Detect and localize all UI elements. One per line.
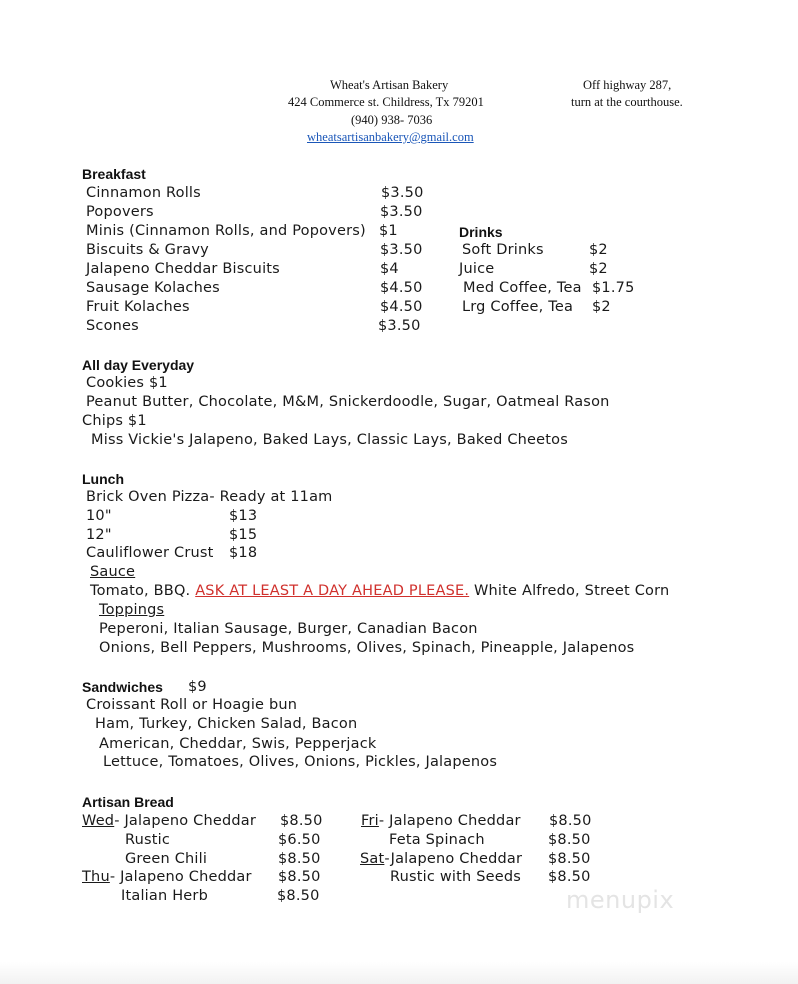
toppings-line-1: Peperoni, Italian Sausage, Burger, Canadian Bacon bbox=[99, 621, 478, 637]
bread-day-thu bbox=[82, 869, 252, 885]
menu-item-name: Biscuits & Gravy bbox=[86, 242, 209, 258]
sauce-label: Sauce bbox=[90, 564, 136, 580]
menu-item-price: $1 bbox=[379, 223, 398, 239]
bread-item-price: $8.50 bbox=[278, 851, 321, 867]
menu-item-name: Fruit Kolaches bbox=[86, 299, 190, 315]
menu-item-name: Scones bbox=[86, 318, 139, 334]
lunch-heading: Lunch bbox=[82, 471, 124, 487]
sauce-options-pre: Tomato, BBQ. bbox=[90, 583, 191, 599]
cookie-flavors: Peanut Butter, Chocolate, M&M, Snickerdoodle, Sugar, Oatmeal Rason bbox=[86, 394, 610, 410]
bread-day-label: Fri bbox=[361, 813, 379, 829]
sandwiches-heading: Sandwiches bbox=[82, 679, 163, 695]
bread-day-label: Thu bbox=[82, 869, 110, 885]
bread-item-name: Rustic with Seeds bbox=[390, 869, 522, 885]
menu-item-name: Cinnamon Rolls bbox=[86, 185, 201, 201]
bakery-phone: (940) 938- 7036 bbox=[351, 113, 433, 127]
menu-item-price: $4 bbox=[380, 261, 399, 277]
drink-item-name: Juice bbox=[459, 261, 495, 277]
sandwich-cheeses-line: American, Cheddar, Swis, Pepperjack bbox=[99, 736, 377, 752]
drink-item-price: $2 bbox=[592, 299, 611, 315]
bread-day-sat bbox=[360, 851, 522, 867]
menu-item-name: Sausage Kolaches bbox=[86, 280, 220, 296]
sauce-advance-notice: ASK AT LEAST A DAY AHEAD PLEASE. bbox=[195, 583, 470, 599]
menu-item-price: $4.50 bbox=[380, 280, 423, 296]
directions-line-1: Off highway 287, bbox=[583, 78, 672, 92]
sandwiches-price: $9 bbox=[188, 679, 207, 695]
bread-item-name: - Jalapeno Cheddar bbox=[109, 869, 252, 885]
bread-item-price: $8.50 bbox=[280, 813, 323, 829]
drink-item-price: $2 bbox=[589, 261, 608, 277]
pizza-size-price: $15 bbox=[229, 527, 258, 543]
pizza-size-price: $18 bbox=[229, 545, 258, 561]
drink-item-name: Lrg Coffee, Tea bbox=[462, 299, 574, 315]
bread-item-name: Feta Spinach bbox=[389, 832, 485, 848]
drink-item-name: Soft Drinks bbox=[462, 242, 544, 258]
menu-item-price: $4.50 bbox=[380, 299, 423, 315]
allday-heading: All day Everyday bbox=[82, 357, 195, 373]
bread-day-label: Sat bbox=[360, 851, 385, 867]
directions-line-2: turn at the courthouse. bbox=[571, 95, 683, 109]
bread-item-name: - Jalapeno Cheddar bbox=[378, 813, 521, 829]
bread-day-wed bbox=[82, 813, 256, 829]
pizza-line: Brick Oven Pizza- Ready at 11am bbox=[86, 489, 333, 505]
bakery-name: Wheat's Artisan Bakery bbox=[330, 78, 449, 92]
menupix-watermark: menupix bbox=[566, 886, 675, 914]
bread-item-name: Rustic bbox=[125, 832, 171, 848]
sandwich-bread-line: Croissant Roll or Hoagie bun bbox=[86, 697, 298, 713]
bread-item-price: $6.50 bbox=[278, 832, 321, 848]
sauce-line bbox=[90, 583, 669, 599]
bread-item-name: - Jalapeno Cheddar bbox=[114, 813, 257, 829]
sandwich-meats-line: Ham, Turkey, Chicken Salad, Bacon bbox=[95, 716, 358, 732]
bread-item-price: $8.50 bbox=[548, 869, 591, 885]
bread-item-price: $8.50 bbox=[548, 832, 591, 848]
bottom-edge-shadow bbox=[0, 962, 798, 984]
bread-day-fri bbox=[361, 813, 521, 829]
bread-item-price: $8.50 bbox=[548, 851, 591, 867]
pizza-size-name: 10" bbox=[86, 508, 112, 524]
bread-item-price: $8.50 bbox=[549, 813, 592, 829]
artisan-bread-heading: Artisan Bread bbox=[82, 794, 174, 810]
toppings-label: Toppings bbox=[99, 602, 165, 618]
menu-item-name: Minis (Cinnamon Rolls, and Popovers) bbox=[86, 223, 366, 239]
drink-item-name: Med Coffee, Tea bbox=[463, 280, 582, 296]
menu-item-price: $3.50 bbox=[381, 185, 424, 201]
bread-item-price: $8.50 bbox=[277, 888, 320, 904]
drink-item-price: $1.75 bbox=[592, 280, 635, 296]
bakery-address: 424 Commerce st. Childress, Tx 79201 bbox=[288, 95, 484, 109]
bakery-email-link[interactable]: wheatsartisanbakery@gmail.com bbox=[307, 130, 474, 144]
chip-flavors: Miss Vickie's Jalapeno, Baked Lays, Classic Lays, Baked Cheetos bbox=[91, 432, 568, 448]
bread-item-name: -Jalapeno Cheddar bbox=[384, 851, 523, 867]
menu-item-name: Jalapeno Cheddar Biscuits bbox=[86, 261, 280, 277]
bread-day-label: Wed bbox=[82, 813, 115, 829]
sauce-options-post: White Alfredo, Street Corn bbox=[473, 583, 670, 599]
breakfast-heading: Breakfast bbox=[82, 166, 146, 182]
pizza-size-price: $13 bbox=[229, 508, 258, 524]
bread-item-name: Green Chili bbox=[125, 851, 208, 867]
menu-item-price: $3.50 bbox=[380, 242, 423, 258]
pizza-size-name: 12" bbox=[86, 527, 112, 543]
drink-item-price: $2 bbox=[589, 242, 608, 258]
menu-item-price: $3.50 bbox=[380, 204, 423, 220]
drinks-heading: Drinks bbox=[459, 224, 503, 240]
menu-item-price: $3.50 bbox=[378, 318, 421, 334]
pizza-size-name: Cauliflower Crust bbox=[86, 545, 214, 561]
menu-item-name: Popovers bbox=[86, 204, 154, 220]
toppings-line-2: Onions, Bell Peppers, Mushrooms, Olives, Spinach, Pineapple, Jalapenos bbox=[99, 640, 635, 656]
sandwich-toppings-line: Lettuce, Tomatoes, Olives, Onions, Pickles, Jalapenos bbox=[103, 754, 498, 770]
bread-item-price: $8.50 bbox=[278, 869, 321, 885]
cookies-line: Cookies $1 bbox=[86, 375, 168, 391]
chips-line: Chips $1 bbox=[82, 413, 147, 429]
bread-item-name: Italian Herb bbox=[121, 888, 208, 904]
